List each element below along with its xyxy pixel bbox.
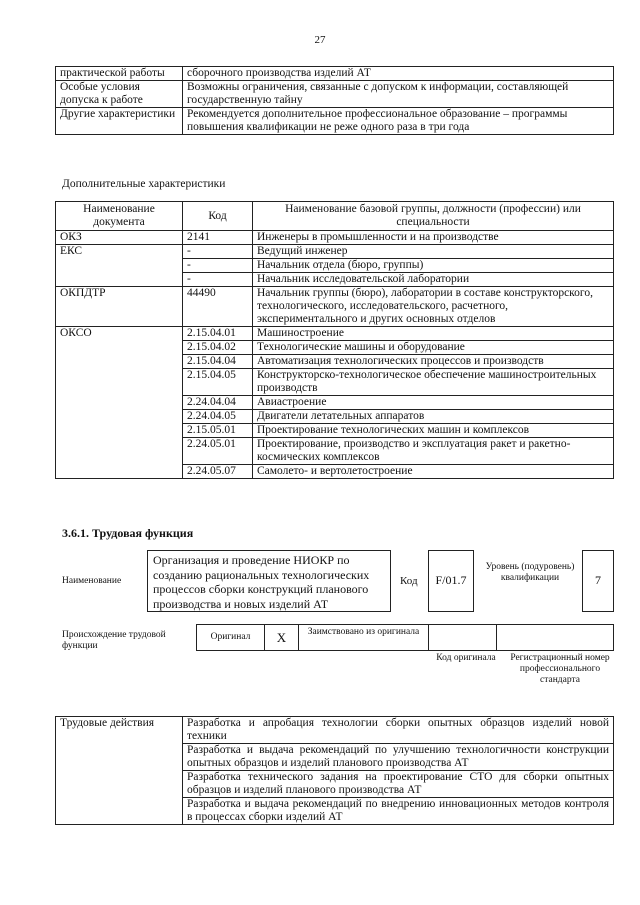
name-cell: Начальник группы (бюро), лаборатории в составе конструкторского, технологического, исследовательского, расчетного, экспериментального и других основных отделов	[253, 287, 614, 327]
code-cell: -	[183, 259, 253, 273]
function-level-box: 7	[582, 550, 614, 612]
page-number: 27	[314, 34, 326, 46]
action-item: Разработка и апробация технологии сборки опытных образцов изделий новой техники	[183, 717, 614, 744]
origin-code-label: Код оригинала	[436, 653, 496, 663]
name-cell: Инженеры в промышленности и на производстве	[253, 231, 614, 245]
labor-actions-table	[55, 716, 614, 825]
additional-characteristics-caption: Дополнительные характеристики	[62, 178, 226, 190]
header-document: Наименование документа	[56, 202, 183, 231]
table-row	[56, 327, 614, 341]
header-row	[56, 202, 614, 231]
name-cell: Начальник отдела (бюро, группы)	[253, 259, 614, 273]
name-cell: Ведущий инженер	[253, 245, 614, 259]
code-label: Код	[400, 575, 418, 587]
name-cell: Конструкторско-технологическое обеспечение машиностроительных производств	[253, 369, 614, 396]
name-cell: Проектирование технологических машин и комплексов	[253, 424, 614, 438]
code-cell: 2.15.05.01	[183, 424, 253, 438]
name-cell: Проектирование, производство и эксплуатация ракет и ракетно-космических комплексов	[253, 438, 614, 465]
origin-label: Происхождение трудовой функции	[62, 630, 166, 651]
original-label: Оригинал	[196, 624, 264, 651]
code-cell: 2141	[183, 231, 253, 245]
code-cell: 2.15.04.02	[183, 341, 253, 355]
origin-code-cell	[428, 624, 496, 651]
code-cell: -	[183, 273, 253, 287]
row-label: Другие характеристики	[56, 108, 183, 135]
row-value: сборочного производства изделий АТ	[183, 67, 614, 81]
doc-okpdtr: ОКПДТР	[56, 287, 183, 327]
table-row	[56, 231, 614, 245]
borrowed-label: Заимствовано из оригинала	[298, 624, 428, 651]
original-mark: X	[264, 624, 298, 651]
code-cell: 2.24.05.01	[183, 438, 253, 465]
function-name-box: Организация и проведение НИОКР по созданию рациональных технологических процессов сборки конструкций планового производства и новых изделий АТ	[147, 550, 391, 612]
table-row	[56, 245, 614, 259]
table-row	[56, 81, 614, 108]
doc-okz: ОКЗ	[56, 231, 183, 245]
level-label: Уровень (подуровень) квалификации	[485, 562, 575, 583]
code-cell: 2.24.04.05	[183, 410, 253, 424]
code-cell: -	[183, 245, 253, 259]
name-cell: Машиностроение	[253, 327, 614, 341]
name-cell: Начальник исследовательской лаборатории	[253, 273, 614, 287]
continuation-table	[55, 66, 614, 135]
code-cell: 2.15.04.01	[183, 327, 253, 341]
row-value: Возможны ограничения, связанные с допуском к информации, составляющей государственную тайну	[183, 81, 614, 108]
name-cell: Самолето- и вертолетостроение	[253, 465, 614, 479]
row-label: практической работы	[56, 67, 183, 81]
function-code-box: F/01.7	[428, 550, 474, 612]
name-cell: Технологические машины и оборудование	[253, 341, 614, 355]
header-name: Наименование базовой группы, должности (профессии) или специальности	[253, 202, 614, 231]
name-cell: Авиастроение	[253, 396, 614, 410]
doc-eks: ЕКС	[56, 245, 183, 287]
name-cell: Двигатели летательных аппаратов	[253, 410, 614, 424]
code-cell: 2.24.05.07	[183, 465, 253, 479]
reg-number-label: Регистрационный номер профессионального стандарта	[510, 653, 610, 685]
header-code: Код	[183, 202, 253, 231]
code-cell: 2.24.04.04	[183, 396, 253, 410]
table-row	[56, 67, 614, 81]
action-item: Разработка и выдача рекомендаций по улучшению технологичности конструкции опытных образцов и изделий планового производства АТ	[183, 744, 614, 771]
action-item: Разработка и выдача рекомендаций по внедрению инновационных методов контроля в процессах сборки изделий АТ	[183, 798, 614, 825]
function-title: 3.6.1. Трудовая функция	[62, 526, 194, 540]
actions-label: Трудовые действия	[56, 717, 183, 825]
table-row	[56, 717, 614, 744]
code-cell: 2.15.04.04	[183, 355, 253, 369]
action-item: Разработка технического задания на проектирование СТО для сборки опытных образцов и изделий планового производства АТ	[183, 771, 614, 798]
table-row	[56, 108, 614, 135]
reg-number-cell	[496, 624, 614, 651]
doc-okso: ОКСО	[56, 327, 183, 479]
code-cell: 44490	[183, 287, 253, 327]
row-value: Рекомендуется дополнительное профессиональное образование – программы повышения квалификации не реже одного раза в три года	[183, 108, 614, 135]
table-row	[56, 287, 614, 327]
name-label: Наименование	[62, 576, 122, 586]
additional-characteristics-table	[55, 201, 614, 479]
row-label: Особые условия допуска к работе	[56, 81, 183, 108]
code-cell: 2.15.04.05	[183, 369, 253, 396]
origin-row	[196, 624, 614, 651]
name-cell: Автоматизация технологических процессов и производств	[253, 355, 614, 369]
